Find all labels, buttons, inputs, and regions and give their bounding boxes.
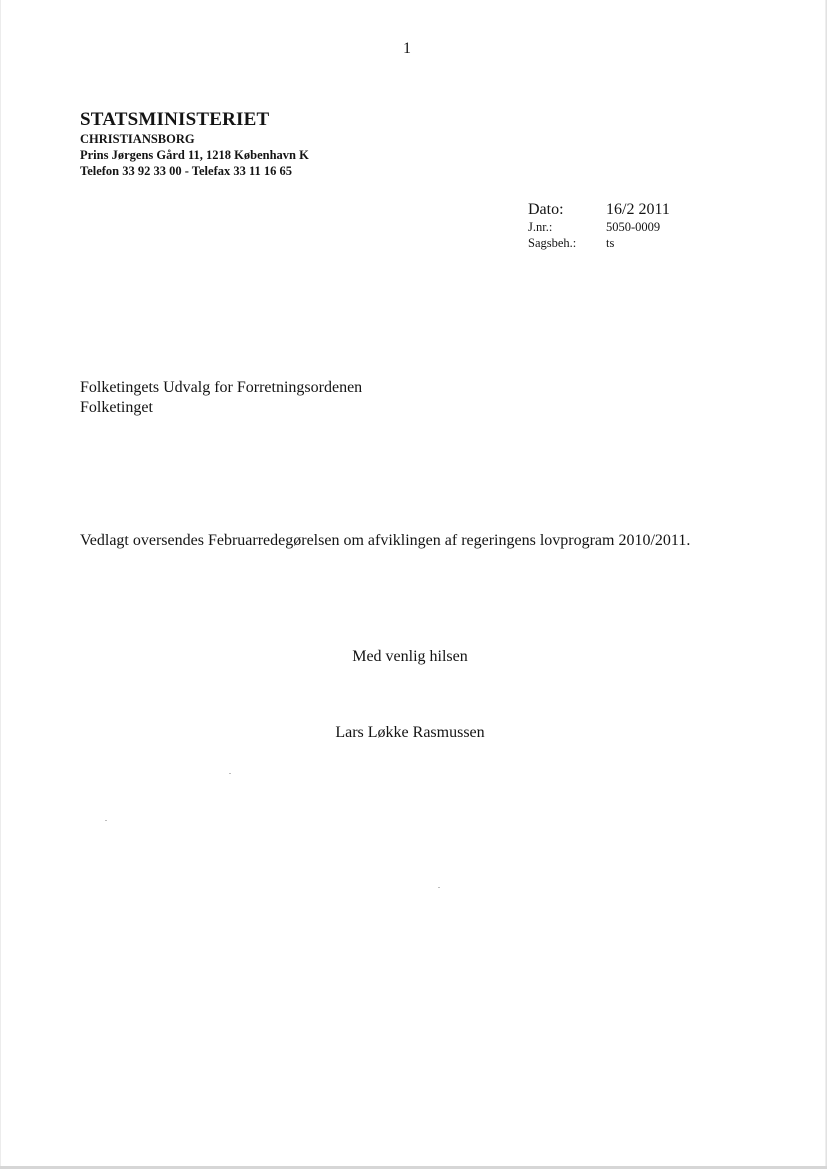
handler-label: Sagsbeh.:	[528, 236, 577, 250]
page-number: 1	[403, 40, 411, 57]
recipient-line-1: Folketingets Udvalg for Forretningsordenen	[80, 379, 363, 396]
jnr-label: J.nr.:	[528, 220, 553, 234]
org-name: STATSMINISTERIET	[80, 109, 270, 130]
recipient-block	[80, 378, 362, 418]
recipient-line-2: Folketinget	[80, 399, 153, 416]
org-contact: Telefon 33 92 33 00 - Telefax 33 11 16 65	[80, 164, 293, 178]
date-value: 16/2 2011	[606, 201, 670, 218]
meta-date-row	[528, 200, 670, 219]
handler-value: ts	[606, 236, 615, 250]
scan-speck	[229, 773, 231, 774]
scan-edge-left	[0, 0, 1, 1169]
meta-handler-row	[528, 235, 670, 251]
org-address: Prins Jørgens Gård 11, 1218 København K	[80, 148, 309, 162]
signature-name: Lars Løkke Rasmussen	[335, 724, 485, 741]
org-location: CHRISTIANSBORG	[80, 132, 195, 146]
scan-speck	[438, 887, 440, 888]
scan-speck	[105, 820, 107, 821]
body-paragraph: Vedlagt oversendes Februarredegørelsen om afviklingen af regeringens lovprogram 2010/2011.	[80, 532, 691, 549]
date-label: Dato:	[528, 201, 564, 218]
meta-jnr-row	[528, 219, 670, 235]
letter-meta	[528, 200, 670, 251]
letterhead	[80, 109, 309, 179]
jnr-value: 5050-0009	[606, 220, 661, 234]
closing-greeting: Med venlig hilsen	[352, 648, 468, 665]
